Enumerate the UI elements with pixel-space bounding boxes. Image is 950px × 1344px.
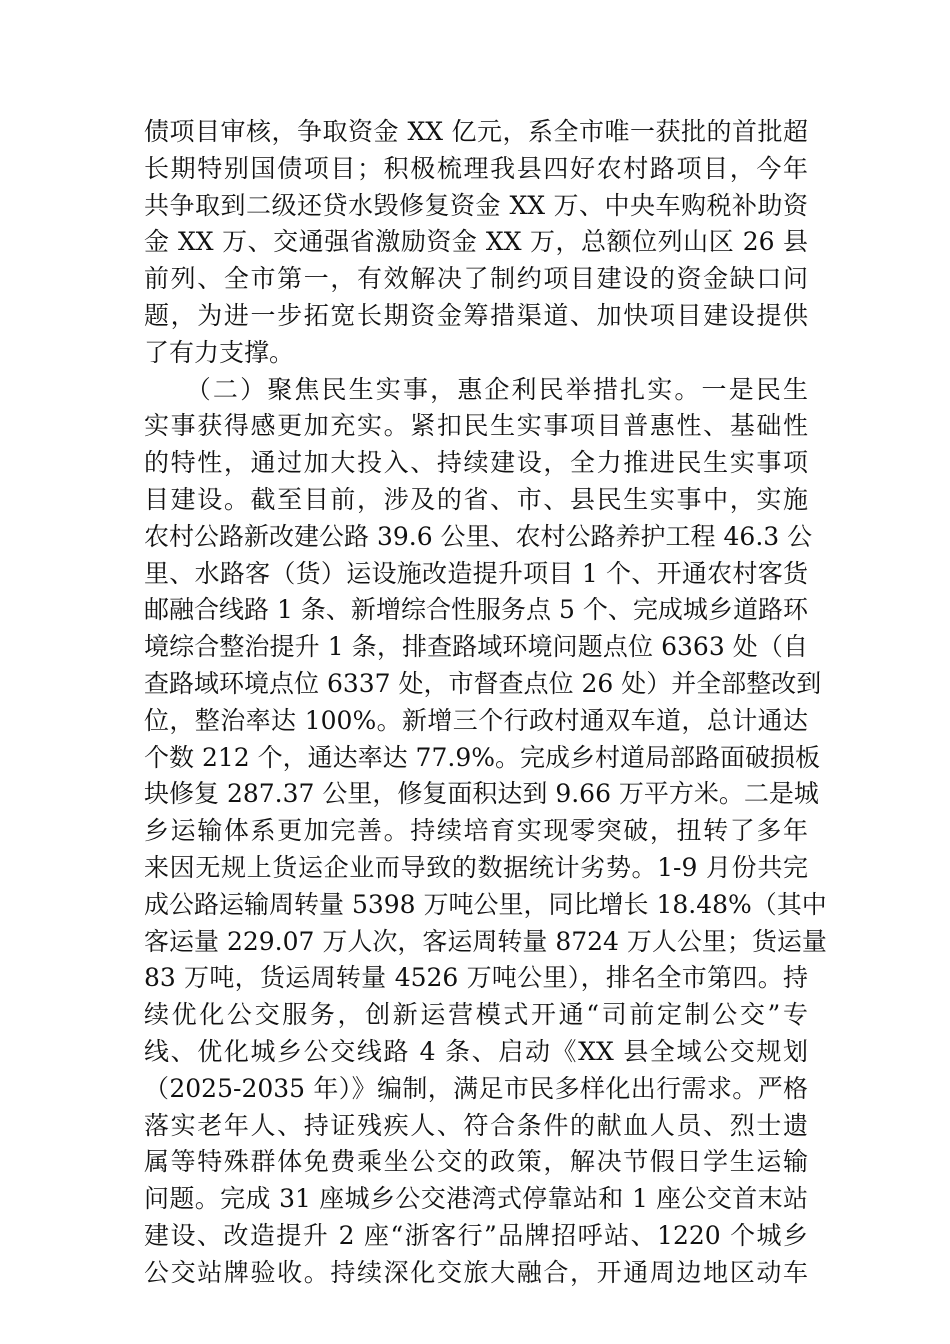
- text-line: 的特性，通过加大投入、持续建设，全力推进民生实事项: [144, 448, 808, 478]
- text-line: 83 万吨，货运周转量 4526 万吨公里），排名全市第四。持: [144, 963, 808, 993]
- text-line: 来因无规上货运企业而导致的数据统计劣势。1-9 月份共完: [144, 852, 808, 882]
- text-line: 块修复 287.37 公里，修复面积达到 9.66 万平方米。二是城: [144, 779, 819, 809]
- text-line: 题，为进一步拓宽长期资金筹措渠道、加快项目建设提供: [144, 300, 808, 330]
- text-line: （2025-2035 年）》编制，满足市民多样化出行需求。严格: [144, 1073, 808, 1103]
- text-line: 客运量 229.07 万人次，客运周转量 8724 万人公里；货运量: [144, 926, 827, 956]
- text-line: 线、优化城乡公交线路 4 条、启动《XX 县全域公交规划: [144, 1036, 808, 1066]
- text-line: 位，整治率达 100%。新增三个行政村通双车道，总计通达: [144, 705, 808, 735]
- text-line: 落实老年人、持证残疾人、符合条件的献血人员、烈士遗: [144, 1110, 808, 1140]
- text-line: 个数 212 个，通达率达 77.9%。完成乡村道局部路面破损板: [144, 742, 820, 772]
- text-line: 前列、全市第一，有效解决了制约项目建设的资金缺口问: [144, 264, 808, 294]
- text-line: 成公路运输周转量 5398 万吨公里，同比增长 18.48%（其中: [144, 889, 827, 919]
- text-line: 共争取到二级还贷水毁修复资金 XX 万、中央车购税补助资: [144, 190, 808, 220]
- text-line: 续优化公交服务，创新运营模式开通“司前定制公交”专: [144, 1000, 808, 1030]
- text-line: 农村公路新改建公路 39.6 公里、农村公路养护工程 46.3 公: [144, 521, 813, 551]
- text-line: 问题。完成 31 座城乡公交港湾式停靠站和 1 座公交首末站: [144, 1184, 808, 1214]
- text-line: 里、水路客（货）运设施改造提升项目 1 个、开通农村客货: [144, 558, 808, 588]
- text-line: 乡运输体系更加完善。持续培育实现零突破，扭转了多年: [144, 816, 808, 846]
- text-line: 属等特殊群体免费乘坐公交的政策，解决节假日学生运输: [144, 1147, 808, 1177]
- text-line: 查路域环境点位 6337 处，市督查点位 26 处）并全部整改到: [144, 668, 822, 698]
- text-line: 长期特别国债项目；积极梳理我县四好农村路项目，今年: [144, 153, 808, 183]
- section-heading-line: （二）聚焦民生实事，惠企利民举措扎实。一是民生: [144, 374, 808, 404]
- text-line: 邮融合线路 1 条、新增综合性服务点 5 个、完成城乡道路环: [144, 595, 808, 625]
- text-line: 了有力支撑。: [144, 337, 295, 367]
- body-text: [144, 114, 827, 1292]
- text-line: 实事获得感更加充实。紧扣民生实事项目普惠性、基础性: [144, 411, 808, 441]
- text-line: 金 XX 万、交通强省激励资金 XX 万，总额位列山区 26 县: [144, 227, 808, 257]
- text-line: 境综合整治提升 1 条，排查路域环境问题点位 6363 处（自: [144, 632, 808, 662]
- text-line: 建设、改造提升 2 座“浙客行”品牌招呼站、1220 个城乡: [144, 1220, 808, 1250]
- text-line: 目建设。截至目前，涉及的省、市、县民生实事中，实施: [144, 484, 808, 514]
- text-line: 债项目审核，争取资金 XX 亿元，系全市唯一获批的首批超: [144, 117, 808, 146]
- text-line: 公交站牌验收。持续深化交旅大融合，开通周边地区动车: [144, 1257, 808, 1287]
